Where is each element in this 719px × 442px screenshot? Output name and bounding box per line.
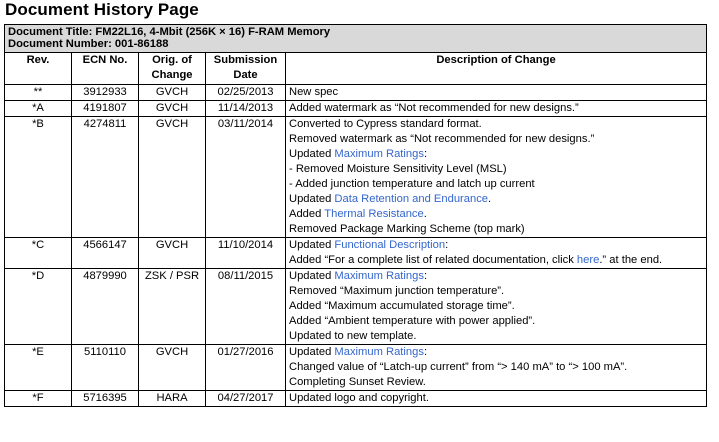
description-cell	[286, 117, 707, 238]
description-cell	[286, 85, 707, 101]
description-line	[289, 177, 706, 192]
date-cell: 03/11/2014	[206, 117, 286, 238]
description-text: Updated to new template.	[289, 330, 417, 342]
document-info-row	[5, 25, 707, 53]
date-cell: 02/25/2013	[206, 85, 286, 101]
rev-cell: *D	[5, 269, 72, 345]
description-text: Added “Maximum accumulated storage time”.	[289, 300, 515, 312]
ecn-cell: 4879990	[72, 269, 139, 345]
description-line	[289, 375, 706, 390]
description-text-suffix: .	[423, 208, 427, 220]
description-line	[289, 222, 706, 237]
orig-cell: GVCH	[139, 101, 206, 117]
ecn-cell: 5110110	[72, 345, 139, 391]
header-rev: Rev.	[5, 53, 72, 85]
header-orig-line2: Change	[151, 69, 193, 81]
rev-cell: *A	[5, 101, 72, 117]
description-text: Removed “Maximum junction temperature”.	[289, 285, 505, 297]
page-title: Document History Page	[5, 0, 199, 19]
ecn-cell: 3912933	[72, 85, 139, 101]
document-title: Document Title: FM22L16, 4-Mbit (256K × 16) F-RAM Memory	[8, 26, 331, 38]
ecn-cell: 5716395	[72, 391, 139, 407]
description-text: Updated logo and copyright.	[289, 392, 429, 404]
document-history-table	[4, 24, 707, 407]
description-text-suffix: :	[445, 239, 449, 251]
table-row	[5, 345, 707, 391]
description-text-suffix: .” at the end.	[599, 254, 663, 266]
header-date-line1: Submission	[213, 54, 278, 66]
description-line	[289, 147, 706, 162]
header-date-line2: Date	[233, 69, 258, 81]
description-text: Updated	[289, 346, 335, 358]
rev-cell: *E	[5, 345, 72, 391]
description-text: Updated	[289, 148, 335, 160]
description-text: Converted to Cypress standard format.	[289, 118, 482, 130]
description-text: - Removed Moisture Sensitivity Level (MSL)	[289, 163, 507, 175]
description-line	[289, 284, 706, 299]
orig-cell: GVCH	[139, 238, 206, 269]
description-line	[289, 345, 706, 360]
description-text-suffix: :	[423, 346, 428, 358]
table-row	[5, 101, 707, 117]
description-text: Added	[289, 208, 325, 220]
description-line	[289, 101, 706, 116]
description-text: Added “For a complete list of related documentation, click	[289, 254, 577, 266]
section-link[interactable]: Maximum Ratings	[334, 148, 424, 160]
description-text: Added watermark as “Not recommended for new designs.”	[289, 102, 579, 114]
ecn-cell: 4274811	[72, 117, 139, 238]
section-link[interactable]: Functional Description	[334, 239, 446, 251]
description-cell	[286, 391, 707, 407]
description-cell	[286, 269, 707, 345]
description-text-suffix: :	[423, 270, 428, 282]
description-text: Changed value of “Latch-up current” from “> 140 mA” to “> 100 mA”.	[289, 361, 628, 373]
description-cell	[286, 238, 707, 269]
description-cell	[286, 101, 707, 117]
header-row	[5, 53, 707, 85]
description-line	[289, 253, 706, 268]
description-line	[289, 207, 706, 222]
date-cell: 04/27/2017	[206, 391, 286, 407]
document-info-cell	[5, 25, 707, 53]
date-cell: 08/11/2015	[206, 269, 286, 345]
description-text: Updated	[289, 193, 335, 205]
description-line	[289, 360, 706, 375]
description-line	[289, 85, 706, 100]
rev-cell: *C	[5, 238, 72, 269]
section-link[interactable]: Maximum Ratings	[334, 346, 424, 358]
orig-cell: ZSK / PSR	[139, 269, 206, 345]
orig-cell: GVCH	[139, 345, 206, 391]
section-link[interactable]: Data Retention and Endurance	[334, 193, 489, 205]
description-text: Completing Sunset Review.	[289, 376, 426, 388]
description-text: Removed Package Marking Scheme (top mark)	[289, 223, 525, 235]
section-link[interactable]: here	[576, 254, 600, 266]
description-line	[289, 117, 706, 132]
description-text: Added “Ambient temperature with power applied”.	[289, 315, 536, 327]
table-row	[5, 85, 707, 101]
description-text-suffix: .	[488, 193, 492, 205]
header-description: Description of Change	[286, 53, 707, 85]
description-line	[289, 238, 706, 253]
description-cell	[286, 345, 707, 391]
header-orig-line1: Orig. of	[152, 54, 192, 66]
description-line	[289, 192, 706, 207]
description-line	[289, 299, 706, 314]
date-cell: 01/27/2016	[206, 345, 286, 391]
table-row	[5, 238, 707, 269]
ecn-cell: 4191807	[72, 101, 139, 117]
orig-cell: GVCH	[139, 85, 206, 101]
section-link[interactable]: Maximum Ratings	[334, 270, 424, 282]
description-text: - Added junction temperature and latch up current	[289, 178, 535, 190]
header-date	[206, 53, 286, 85]
description-line	[289, 269, 706, 284]
description-text: Removed watermark as “Not recommended for new designs.”	[289, 133, 595, 145]
rev-cell: *F	[5, 391, 72, 407]
rev-cell: *B	[5, 117, 72, 238]
description-text: Updated	[289, 239, 335, 251]
date-cell: 11/14/2013	[206, 101, 286, 117]
orig-cell: GVCH	[139, 117, 206, 238]
header-ecn: ECN No.	[72, 53, 139, 85]
document-number: Document Number: 001-86188	[8, 38, 169, 50]
section-link[interactable]: Thermal Resistance	[324, 208, 424, 220]
description-text: Updated	[289, 270, 335, 282]
date-cell: 11/10/2014	[206, 238, 286, 269]
orig-cell: HARA	[139, 391, 206, 407]
header-orig	[139, 53, 206, 85]
description-text: New spec	[289, 86, 339, 98]
rev-cell: **	[5, 85, 72, 101]
description-line	[289, 329, 706, 344]
description-text-suffix: :	[423, 148, 428, 160]
description-line	[289, 391, 706, 406]
description-line	[289, 314, 706, 329]
ecn-cell: 4566147	[72, 238, 139, 269]
description-line	[289, 132, 706, 147]
table-row	[5, 391, 707, 407]
description-line	[289, 162, 706, 177]
table-row	[5, 117, 707, 238]
table-row	[5, 269, 707, 345]
